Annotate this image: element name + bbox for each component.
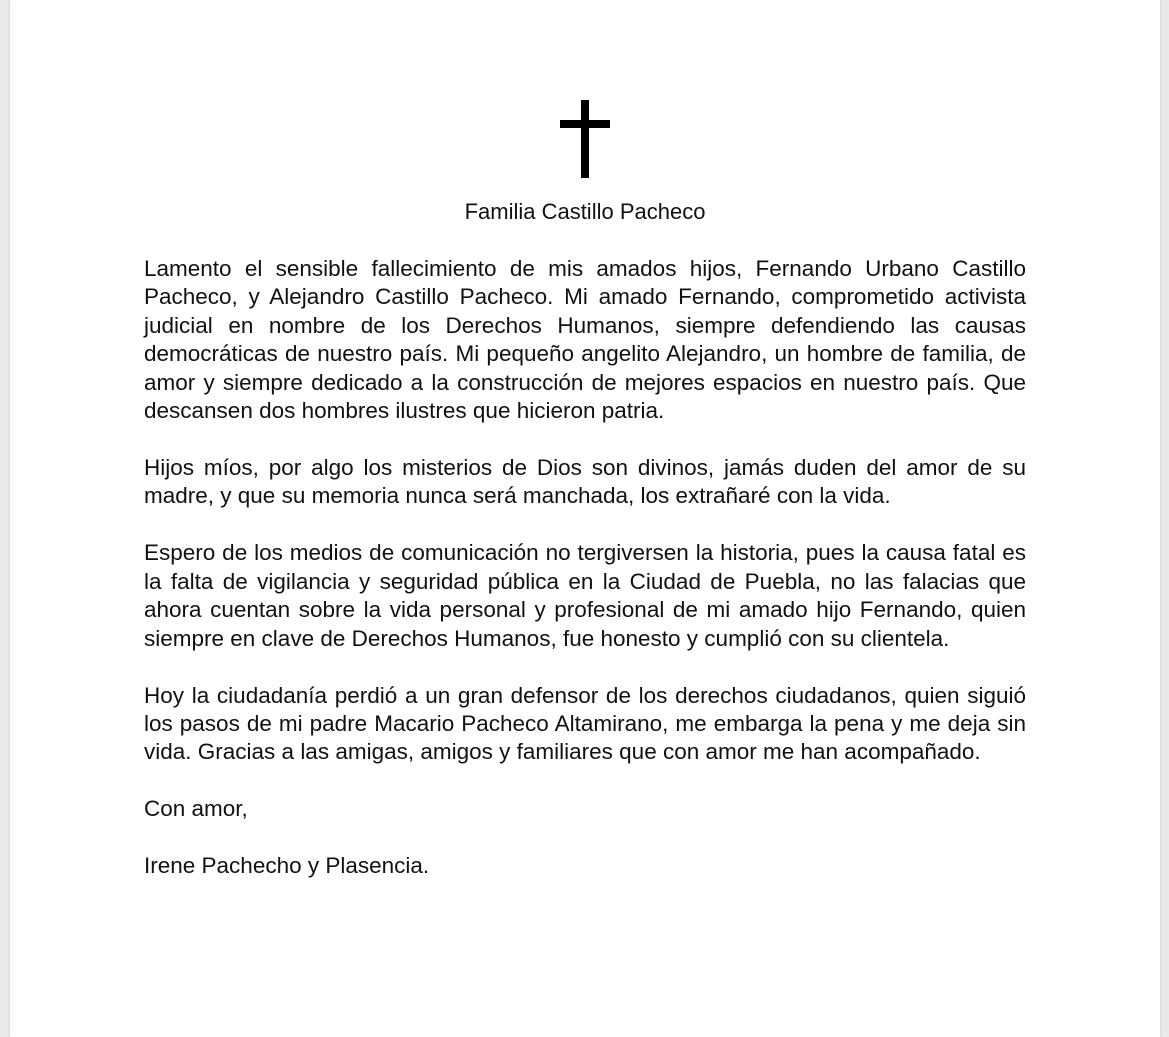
family-heading: Familia Castillo Pacheco xyxy=(464,199,706,224)
signature-line: Irene Pachecho y Plasencia. xyxy=(144,853,430,879)
cross-shape xyxy=(560,100,610,178)
latin-cross-icon xyxy=(10,100,1160,180)
paragraph-2: Hijos míos, por algo los misterios de Dios son divinos, jamás duden del amor de su madre, y que su memoria nunca será manchada, los extrañaré con la vida. xyxy=(144,455,1026,509)
closing-line: Con amor, xyxy=(144,796,248,822)
paragraph-1: Lamento el sensible fallecimiento de mis amados hijos, Fernando Urbano Castillo Pacheco, y Alejandro Castillo Pacheco. Mi amado Fernando, comprometido activista judicial en nombre de los Derechos Humanos, siempre defendiendo las causas democráticas de nuestro país. Mi pequeño angelito Alejandro, un hombre de familia, de amor y siempre dedicado a la construcción de mejores espacios en nuestro país. Que descansen dos hombres ilustres que hicieron patria. xyxy=(144,256,1026,424)
letter-page xyxy=(10,0,1160,1037)
paragraph-3: Espero de los medios de comunicación no tergiversen la historia, pues la causa fatal es la falta de vigilancia y seguridad pública en la Ciudad de Puebla, no las falacias que ahora cuentan sobre la vida personal y profesional de mi amado hijo Fernando, quien siempre en clave de Derechos Humanos, fue honesto y cumplió con su clientela. xyxy=(144,540,1026,651)
letter-body xyxy=(144,255,1026,909)
paragraph-4: Hoy la ciudadanía perdió a un gran defensor de los derechos ciudadanos, quien siguió los pasos de mi padre Macario Pacheco Altamirano, me embarga la pena y me deja sin vida. Gracias a las amigas, amigos y familiares que con amor me han acompañado. xyxy=(144,682,1026,765)
